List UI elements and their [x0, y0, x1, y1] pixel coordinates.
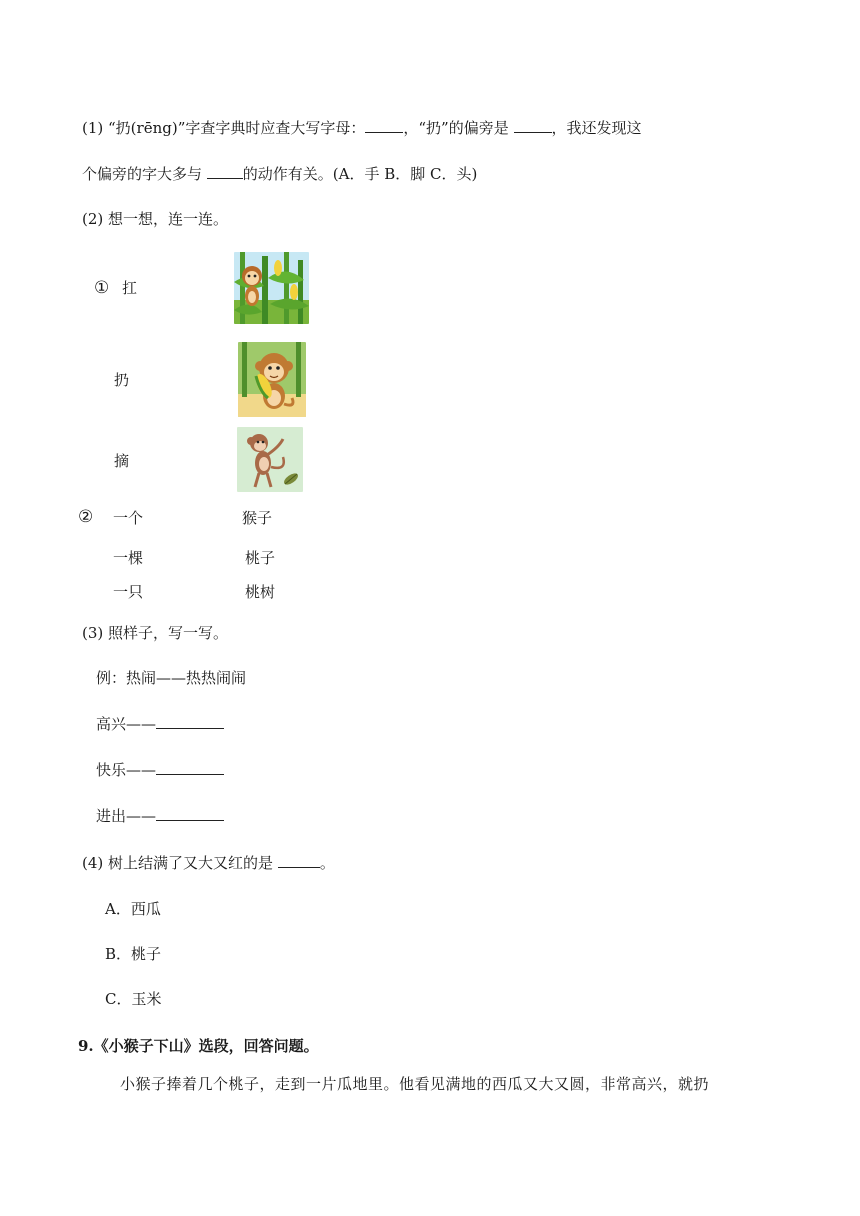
- q2-heading: (2) 想一想，连一连。: [82, 210, 229, 228]
- q3-item-label: 高兴——: [96, 715, 157, 733]
- q1-text-line2b: 的动作有关。(A．手 B．脚 C．头): [242, 165, 478, 183]
- q3-item-label: 快乐——: [96, 761, 157, 779]
- noun-taozi: 桃子: [245, 549, 276, 567]
- q1-blank-letter[interactable]: [365, 118, 403, 133]
- noun-taoshu: 桃树: [245, 583, 276, 601]
- q1-text-part3: ，我还发现这: [551, 119, 642, 137]
- q4-stem: (4) 树上结满了又大又红的是: [82, 854, 274, 872]
- q9-passage: 小猴子捧着几个桃子，走到一片瓜地里。他看见满地的西瓜又大又圆，非常高兴，就扔: [120, 1075, 710, 1093]
- q1-text-line2a: 个偏旁的字大多与: [82, 165, 203, 183]
- q4-stem-end: 。: [319, 854, 335, 872]
- monkey-holding-corn-image: [238, 342, 306, 417]
- monkey-picking-image: [237, 427, 303, 492]
- q2-circle-two: ②: [78, 507, 94, 527]
- q4-option-b[interactable]: B．桃子: [105, 945, 162, 963]
- q3-item-kuaile: [96, 760, 224, 780]
- q2-circle-one: ①: [94, 278, 110, 298]
- q1-blank-radical[interactable]: [514, 118, 552, 133]
- measure-word-yizhi: 一只: [113, 583, 144, 601]
- q3-answer-blank[interactable]: [156, 714, 224, 729]
- q4-stem-line: [82, 853, 335, 873]
- q3-answer-blank[interactable]: [156, 760, 224, 775]
- q3-item-gaoxing: [96, 714, 224, 734]
- q3-item-jinchu: [96, 806, 224, 826]
- q1-text-part2: ，“扔”的偏旁是: [403, 119, 509, 137]
- q3-item-label: 进出——: [96, 807, 157, 825]
- verb-reng: 扔: [114, 371, 130, 389]
- verb-zhai: 摘: [114, 452, 130, 470]
- q4-option-c[interactable]: C．玉米: [105, 990, 162, 1008]
- q4-option-a[interactable]: A．西瓜: [105, 900, 161, 918]
- q9-title: 9.《小猴子下山》选段，回答问题。: [78, 1037, 319, 1055]
- measure-word-yige: 一个: [113, 509, 144, 527]
- q3-example: 例：热闹——热热闹闹: [96, 669, 247, 687]
- q1-line1: [82, 118, 642, 138]
- q3-answer-blank[interactable]: [156, 806, 224, 821]
- q4-answer-blank[interactable]: [278, 853, 320, 868]
- noun-houzi: 猴子: [242, 509, 273, 527]
- q1-blank-action[interactable]: [207, 164, 243, 179]
- q1-line2: [82, 164, 477, 184]
- verb-kang: 扛: [122, 279, 138, 297]
- q1-text-part1: (1) “扔(rēng)”字查字典时应查大写字母：: [82, 119, 366, 137]
- measure-word-yike: 一棵: [113, 549, 144, 567]
- q3-heading: (3) 照样子，写一写。: [82, 624, 229, 642]
- monkey-cornfield-image: [234, 252, 309, 324]
